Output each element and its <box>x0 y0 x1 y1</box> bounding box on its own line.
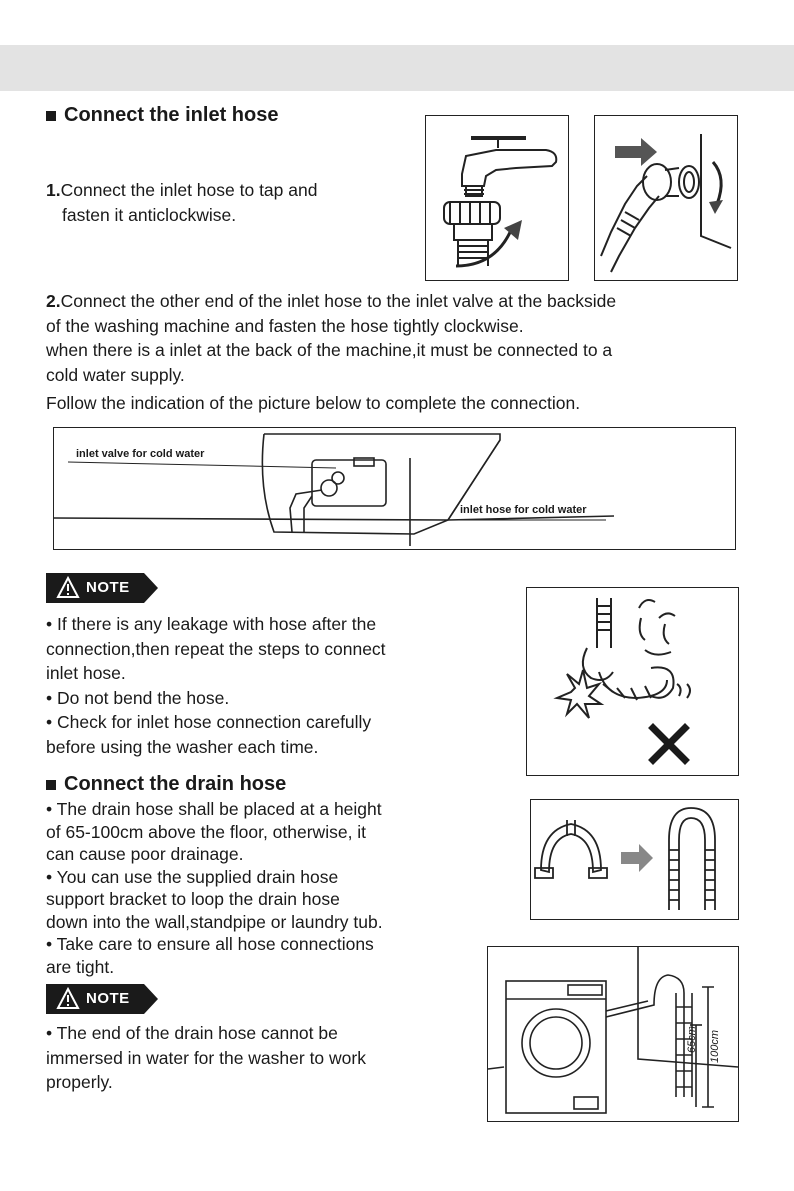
label-65cm: 65cm <box>686 1026 698 1053</box>
bracket-illustration <box>531 800 738 919</box>
valve-hose-illustration <box>595 116 737 280</box>
valve-connection-figure <box>594 115 738 281</box>
label-inlet-hose: inlet hose for cold water <box>460 504 587 516</box>
note2-text: • The end of the drain hose cannot be immersed in water for the washer to work properly. <box>46 1023 366 1092</box>
right-arrow-icon <box>621 844 653 872</box>
square-bullet-icon <box>46 111 56 121</box>
inlet-step-2: 2.Connect the other end of the inlet hose to the inlet valve at the backside of the washing machine and fasten the hose tightly clockwise. when there is a inlet at the back of the machine,it must be connected to a cold water supply. Follow the indication of the picture below to complete the connection. <box>46 291 617 413</box>
prohibited-x-icon <box>653 728 685 760</box>
rotate-clockwise-icon <box>709 200 723 214</box>
bent-hose-illustration <box>527 588 738 775</box>
inlet-section-title: Connect the inlet hose <box>46 104 278 127</box>
drain-text: • The drain hose shall be placed at a height of 65-100cm above the floor, otherwise, it can cause poor drainage. • You can use the supplied drain hose support bracket to loop the drain hose down into the wall,standpipe or laundry tub. • Take care to ensure all hose connections are tight. <box>46 799 383 977</box>
drain-section-title: Connect the drain hose <box>46 773 286 796</box>
note1-text: • If there is any leakage with hose after the connection,then repeat the steps to connect inlet hose. • Do not bend the hose. • Check for inlet hose connection carefully before using the washer each time. <box>46 614 386 757</box>
drain-height-figure <box>487 946 739 1122</box>
header-band <box>0 45 794 91</box>
machine-back-illustration <box>54 428 735 549</box>
square-bullet-icon <box>46 780 56 790</box>
tap-hose-illustration <box>426 116 568 280</box>
washer-drain-illustration <box>488 947 738 1121</box>
do-not-bend-figure <box>526 587 739 776</box>
label-inlet-valve: inlet valve for cold water <box>76 448 205 460</box>
drain-bracket-figure <box>530 799 739 920</box>
note-badge: NOTE <box>46 573 158 603</box>
note-badge: NOTE <box>46 984 158 1014</box>
inlet-step-1: 1.Connect the inlet hose to tap and fasten it anticlockwise. <box>46 180 318 225</box>
label-100cm: 100cm <box>709 1029 721 1063</box>
inlet-valve-figure <box>53 427 736 550</box>
push-arrow-icon <box>615 138 657 166</box>
tap-connection-figure <box>425 115 569 281</box>
